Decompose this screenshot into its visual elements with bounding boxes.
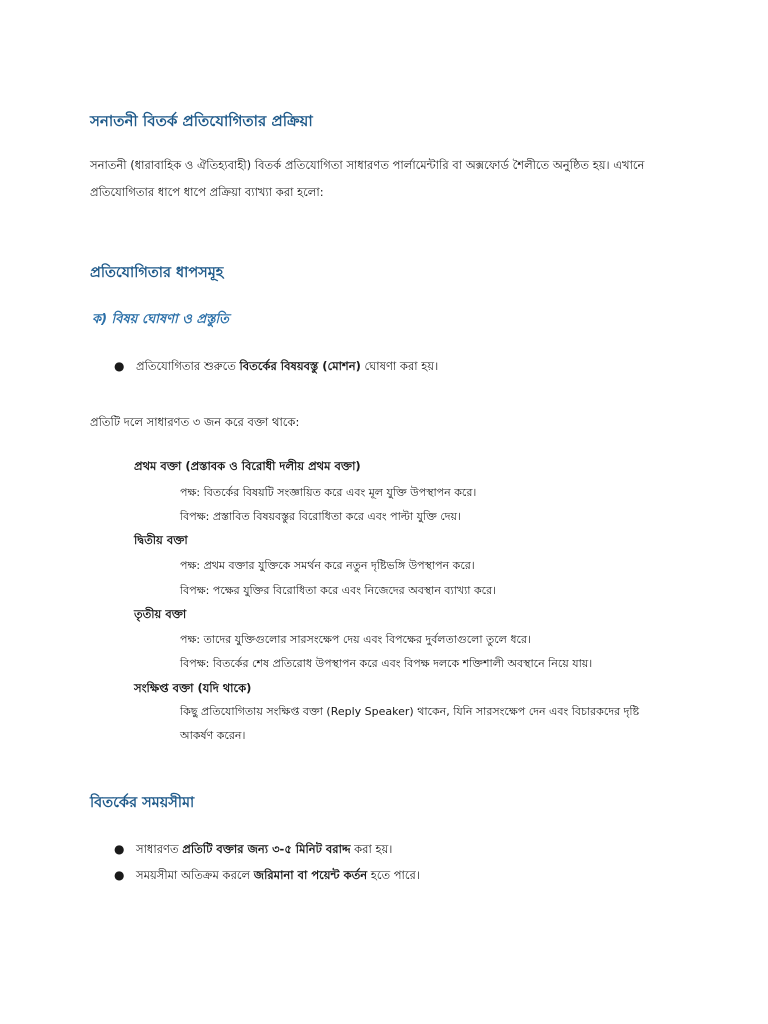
bullet-text-bold: প্রতিটি বক্তার জন্য ৩-৫ মিনিট বরাদ্দ (182, 842, 351, 856)
intro-paragraph: সনাতনী (ধারাবাহিক ও ঐতিহ্যবাহী) বিতর্ক প্রতিযোগিতা সাধারণত পার্লামেন্টারি বা অক্সফোর্ড শৈলীতে অনুষ্ঠিত হয়। এখানে প্রতিযোগিতার ধাপে ধাপে প্রক্রিয়া ব্যাখ্যা করা হলো: (90, 158, 645, 199)
speaker-title-reply: সংক্ষিপ্ত বক্তা (যদি থাকে) (134, 681, 252, 695)
bullet-text-post: করা হয়। (350, 842, 393, 856)
speaker-title-second: দ্বিতীয় বক্তা (134, 533, 188, 547)
team-note: প্রতিটি দলে সাধারণত ৩ জন করে বক্তা থাকে: (90, 415, 300, 429)
section-heading-steps: প্রতিযোগিতার ধাপসমূহ (90, 265, 224, 281)
speaker-second-for: পক্ষ: প্রথম বক্তার যুক্তিকে সমর্থন করে নতুন দৃষ্টিভঙ্গি উপস্থাপন করে। (180, 559, 475, 572)
speaker-reply-text: কিছু প্রতিযোগিতায় সংক্ষিপ্ত বক্তা (Reply Speaker) থাকেন, যিনি সারসংক্ষেপ দেন এবং বিচারকদের দৃষ্টি আকর্ষণ করেন। (180, 705, 640, 742)
bullet-text-pre: প্রতিযোগিতার শুরুতে (136, 359, 240, 373)
bullet-text-bold: জরিমানা বা পয়েন্ট কর্তন (253, 868, 368, 882)
subheading-topic-announcement: ক) বিষয় ঘোষণা ও প্রস্তুতি (92, 312, 229, 327)
section-heading-time: বিতর্কের সময়সীমা (90, 795, 195, 811)
speaker-third-for: পক্ষ: তাদের যুক্তিগুলোর সারসংক্ষেপ দেয় এবং বিপক্ষের দুর্বলতাগুলো তুলে ধরে। (180, 633, 531, 646)
bullet-text-post: হতে পারে। (367, 868, 420, 882)
bullet-text-bold: বিতর্কের বিষয়বস্তু (মোশন) (239, 359, 361, 373)
bullet-icon: ● (114, 359, 125, 373)
bullet-icon: ● (114, 842, 125, 856)
speaker-title-third: তৃতীয় বক্তা (134, 607, 187, 621)
speaker-third-against: বিপক্ষ: বিতর্কের শেষ প্রতিরোধ উপস্থাপন করে এবং বিপক্ষ দলকে শক্তিশালী অবস্থানে নিয়ে যায়। (180, 657, 593, 670)
bullet-text-pre: সাধারণত (136, 842, 183, 856)
bullet-text-post: ঘোষণা করা হয়। (360, 359, 439, 373)
speaker-first-against: বিপক্ষ: প্রস্তাবিত বিষয়বস্তুর বিরোধিতা করে এবং পাল্টা যুক্তি দেয়। (180, 510, 461, 523)
bullet-text-pre: সময়সীমা অতিক্রম করলে (136, 868, 254, 882)
speaker-title-first: প্রথম বক্তা (প্রস্তাবক ও বিরোধী দলীয় প্রথম বক্তা) (134, 459, 361, 473)
speaker-first-for: পক্ষ: বিতর্কের বিষয়টি সংজ্ঞায়িত করে এবং মূল যুক্তি উপস্থাপন করে। (180, 486, 477, 499)
page-title: সনাতনী বিতর্ক প্রতিযোগিতার প্রক্রিয়া (90, 112, 313, 130)
bullet-icon: ● (114, 868, 125, 882)
speaker-second-against: বিপক্ষ: পক্ষের যুক্তির বিরোধিতা করে এবং নিজেদের অবস্থান ব্যাখ্যা করে। (180, 584, 497, 597)
